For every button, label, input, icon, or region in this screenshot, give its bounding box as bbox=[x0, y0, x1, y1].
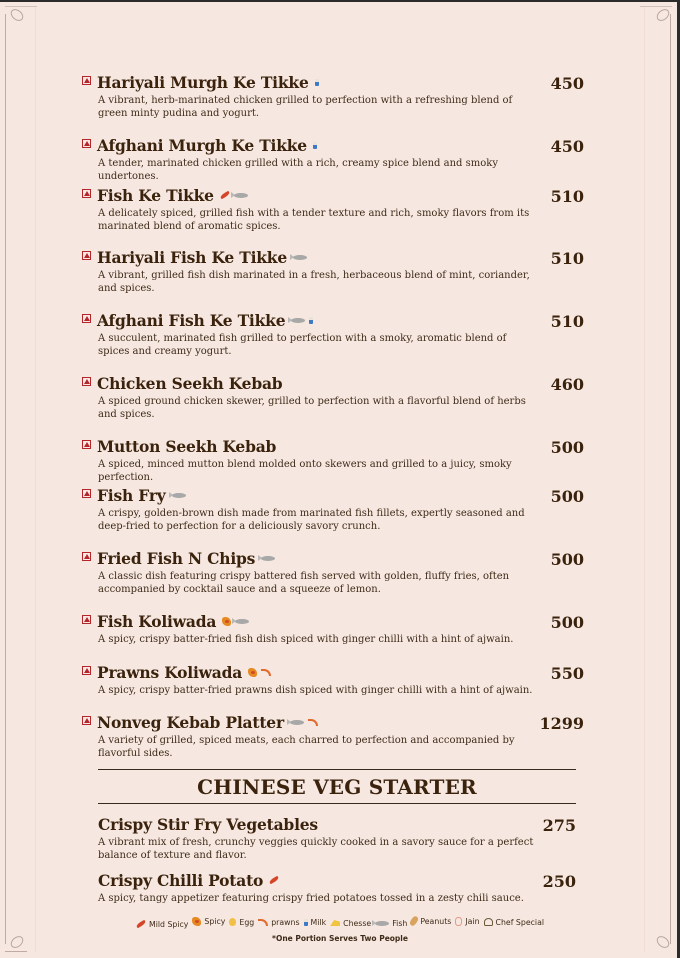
fish-icon bbox=[291, 318, 305, 323]
item-header bbox=[82, 436, 592, 456]
item-price: 500 bbox=[550, 613, 584, 632]
mild-spicy-icon bbox=[136, 920, 147, 928]
item-name: Fish Koliwada bbox=[97, 611, 217, 631]
dietary-icons bbox=[222, 617, 249, 626]
item-price: 510 bbox=[550, 312, 584, 331]
fish-icon bbox=[261, 556, 275, 561]
item-header bbox=[82, 135, 592, 155]
item-name: Hariyali Murgh Ke Tikke bbox=[97, 72, 309, 92]
item-name: Afghani Fish Ke Tikke bbox=[97, 310, 286, 330]
menu-item bbox=[82, 135, 592, 183]
spicy-icon bbox=[248, 668, 257, 677]
item-name: Crispy Stir Fry Vegetables bbox=[98, 814, 318, 834]
dietary-icons bbox=[313, 142, 317, 149]
legend-entry bbox=[229, 918, 254, 927]
menu-item bbox=[82, 72, 592, 120]
milk-icon bbox=[309, 317, 313, 324]
item-description: A succulent, marinated fish grilled to perfection with a smoky, aromatic blend of spices and creamy yogurt. bbox=[98, 333, 507, 357]
item-description: A vibrant mix of fresh, crunchy veggies quickly cooked in a savory sauce for a perfect balance of texture and flavor. bbox=[98, 837, 534, 861]
fish-icon bbox=[290, 720, 304, 725]
item-header bbox=[82, 185, 592, 205]
item-name: Prawns Koliwada bbox=[97, 662, 243, 682]
legend-entry bbox=[136, 920, 188, 929]
dietary-icons bbox=[291, 317, 313, 324]
nonveg-icon bbox=[82, 251, 91, 260]
item-price: 450 bbox=[550, 74, 584, 93]
item-header bbox=[82, 310, 592, 330]
nonveg-icon bbox=[82, 440, 91, 449]
frame-line-right-inner bbox=[644, 6, 645, 952]
legend-label: Mild Spicy bbox=[148, 919, 189, 929]
menu-item bbox=[82, 662, 592, 698]
frame-top-right bbox=[640, 6, 672, 7]
dietary-icons bbox=[261, 556, 275, 561]
frame-top-left bbox=[5, 6, 37, 7]
portion-note: *One Portion Serves Two People bbox=[272, 934, 408, 943]
item-header bbox=[82, 373, 592, 393]
item-description: A vibrant, grilled fish dish marinated in a fresh, herbaceous blend of mint, coriander, and spices. bbox=[98, 270, 530, 294]
item-header bbox=[82, 712, 592, 732]
item-header bbox=[82, 247, 592, 267]
corner-ornament-icon bbox=[654, 7, 671, 24]
menu-item bbox=[82, 611, 592, 647]
legend-label: Chef Special bbox=[495, 917, 545, 927]
item-description: A spiced, minced mutton blend molded onto skewers and grilled to a juicy, smoky perfection. bbox=[98, 459, 512, 483]
jain-icon bbox=[455, 917, 462, 926]
item-price: 500 bbox=[550, 550, 584, 569]
prawns-icon bbox=[258, 919, 268, 926]
legend-entry bbox=[455, 917, 479, 926]
legend-entry bbox=[330, 919, 371, 928]
milk-icon bbox=[315, 79, 319, 86]
nonveg-icon bbox=[82, 615, 91, 624]
menu-item bbox=[82, 310, 592, 358]
frame-line-right bbox=[670, 14, 671, 944]
item-price: 510 bbox=[550, 249, 584, 268]
menu-item bbox=[82, 436, 592, 484]
legend-label: Peanuts bbox=[420, 916, 452, 926]
menu-item bbox=[82, 485, 592, 533]
dietary-icons bbox=[290, 719, 318, 726]
nonveg-icon bbox=[82, 377, 91, 386]
dietary-icons bbox=[248, 668, 271, 677]
item-header bbox=[82, 485, 592, 505]
item-name: Fish Fry bbox=[97, 485, 166, 505]
item-header bbox=[98, 870, 592, 890]
item-name: Fried Fish N Chips bbox=[97, 548, 256, 568]
spicy-icon bbox=[222, 617, 231, 626]
milk-icon bbox=[313, 142, 317, 149]
nonveg-icon bbox=[82, 314, 91, 323]
corner-ornament-icon bbox=[8, 7, 25, 24]
nonveg-icon bbox=[82, 489, 91, 498]
divider bbox=[98, 803, 576, 804]
item-name: Crispy Chilli Potato bbox=[98, 870, 264, 890]
frame-bottom-left bbox=[5, 951, 27, 952]
legend-label: Milk bbox=[310, 918, 327, 927]
item-name: Nonveg Kebab Platter bbox=[97, 712, 284, 732]
cheese-icon bbox=[330, 920, 340, 926]
fish-icon bbox=[172, 493, 186, 498]
item-price: 510 bbox=[550, 187, 584, 206]
section-title: CHINESE VEG STARTER bbox=[197, 775, 477, 799]
section-header bbox=[98, 769, 576, 804]
item-price: 460 bbox=[550, 375, 584, 394]
dietary-icons bbox=[269, 878, 279, 882]
menu-item bbox=[82, 712, 592, 760]
item-description: A variety of grilled, spiced meats, each charred to perfection and accompanied by flavorful sides. bbox=[98, 735, 515, 759]
dietary-icons bbox=[293, 255, 307, 260]
item-description: A spicy, crispy batter-fried prawns dish spiced with ginger chilli with a hint of ajwain. bbox=[98, 685, 533, 696]
nonveg-icon bbox=[82, 716, 91, 725]
item-header bbox=[82, 548, 592, 568]
nonveg-icon bbox=[82, 139, 91, 148]
legend-entry bbox=[411, 916, 451, 926]
legend-entry bbox=[258, 918, 299, 927]
item-name: Chicken Seekh Kebab bbox=[97, 373, 283, 393]
item-description: A delicately spiced, grilled fish with a tender texture and rich, smoky flavors from its marinated blend of aromatic spices. bbox=[98, 208, 530, 232]
nonveg-icon bbox=[82, 76, 91, 85]
corner-ornament-icon bbox=[8, 934, 25, 951]
legend-label: prawns bbox=[271, 918, 300, 927]
menu-item bbox=[82, 185, 592, 233]
prawns-icon bbox=[308, 719, 318, 726]
item-header bbox=[82, 662, 592, 682]
corner-ornament-icon bbox=[654, 934, 671, 951]
item-name: Mutton Seekh Kebab bbox=[97, 436, 277, 456]
legend-label: Egg bbox=[239, 917, 255, 927]
item-description: A spicy, tangy appetizer featuring crispy fried potatoes tossed in a zesty chili sauce. bbox=[98, 893, 524, 904]
mild-spicy-icon bbox=[220, 191, 231, 199]
chef-special-icon bbox=[484, 918, 493, 926]
milk-icon bbox=[304, 919, 308, 926]
legend-label: Jain bbox=[465, 917, 480, 926]
item-price: 275 bbox=[542, 816, 576, 835]
legend-label: Fish bbox=[392, 919, 408, 928]
fish-icon bbox=[235, 619, 249, 624]
item-header bbox=[98, 814, 592, 834]
nonveg-icon bbox=[82, 552, 91, 561]
item-name: Fish Ke Tikke bbox=[97, 185, 214, 205]
item-description: A spiced ground chicken skewer, grilled to perfection with a flavorful blend of herbs and spices. bbox=[98, 396, 526, 420]
menu-item bbox=[82, 247, 592, 295]
legend-entry bbox=[375, 919, 407, 928]
fish-icon bbox=[234, 193, 248, 198]
dietary-icons bbox=[172, 493, 186, 498]
item-price: 250 bbox=[542, 872, 576, 891]
fish-icon bbox=[375, 921, 389, 926]
fish-icon bbox=[293, 255, 307, 260]
item-name: Afghani Murgh Ke Tikke bbox=[97, 135, 307, 155]
menu-item bbox=[98, 814, 592, 862]
item-description: A tender, marinated chicken grilled with a rich, creamy spice blend and smoky undertones. bbox=[98, 158, 498, 182]
mild-spicy-icon bbox=[269, 876, 280, 884]
top-border bbox=[0, 0, 680, 2]
item-description: A vibrant, herb-marinated chicken grilled to perfection with a refreshing blend of green minty pudina and yogurt. bbox=[98, 95, 513, 119]
item-price: 1299 bbox=[539, 714, 584, 733]
legend-entry bbox=[192, 917, 225, 926]
item-price: 500 bbox=[550, 438, 584, 457]
menu-item bbox=[98, 870, 592, 906]
legend bbox=[130, 916, 550, 929]
dietary-icons bbox=[220, 193, 248, 198]
egg-icon bbox=[229, 918, 236, 926]
item-name: Hariyali Fish Ke Tikke bbox=[97, 247, 288, 267]
frame-line-left-inner bbox=[35, 6, 36, 952]
legend-label: Chesse bbox=[343, 918, 372, 928]
legend-entry bbox=[484, 918, 545, 927]
item-price: 550 bbox=[550, 664, 584, 683]
legend-label: Spicy bbox=[204, 917, 226, 926]
peanuts-icon bbox=[409, 915, 420, 927]
item-price: 500 bbox=[550, 487, 584, 506]
dietary-icons bbox=[315, 79, 319, 86]
item-header bbox=[82, 72, 592, 92]
item-description: A spicy, crispy batter-fried fish dish spiced with ginger chilli with a hint of ajwain. bbox=[98, 634, 514, 645]
item-price: 450 bbox=[550, 137, 584, 156]
frame-line-left bbox=[5, 14, 6, 944]
item-description: A crispy, golden-brown dish made from marinated fish fillets, expertly seasoned and deep-fried to perfection for a deliciously savory crunch. bbox=[98, 508, 525, 532]
prawns-icon bbox=[261, 669, 271, 676]
spicy-icon bbox=[192, 917, 201, 926]
item-description: A classic dish featuring crispy battered fish served with golden, fluffy fries, often accompanied by cocktail sauce and a squeeze of lemon. bbox=[98, 571, 510, 595]
nonveg-icon bbox=[82, 666, 91, 675]
menu-item bbox=[82, 373, 592, 421]
nonveg-icon bbox=[82, 189, 91, 198]
legend-entry bbox=[304, 918, 327, 927]
menu-item bbox=[82, 548, 592, 596]
item-header bbox=[82, 611, 592, 631]
